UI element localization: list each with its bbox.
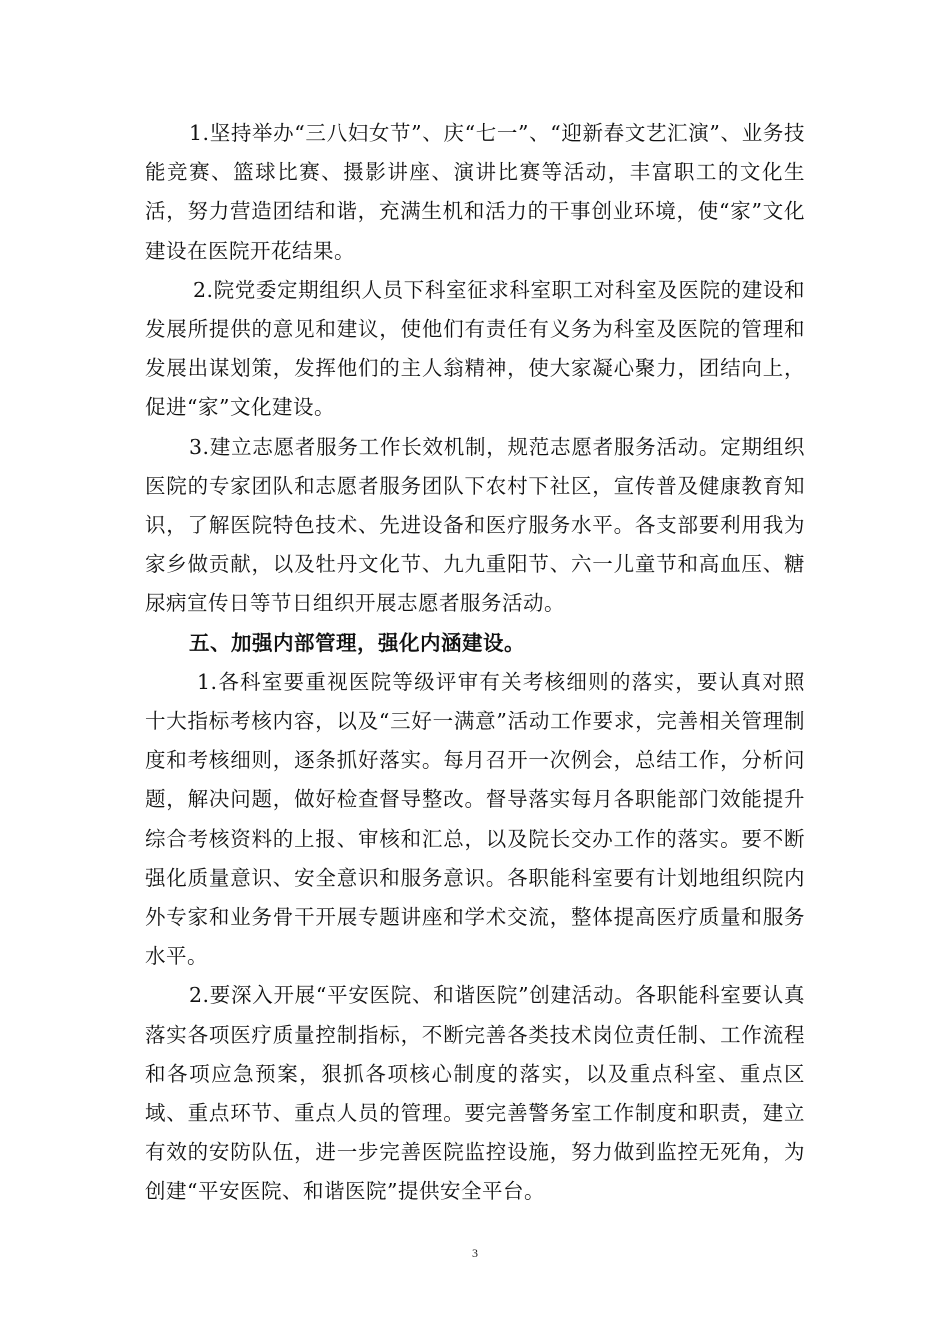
paragraph-party-committee: 2.院党委定期组织人员下科室征求科室职工对科室及医院的建设和发展所提供的意见和建议，使他们有责任有义务为科室及医院的管理和发展出谋划策，发挥他们的主人翁精神，使大家凝心聚力，团结向上，促进“家”文化建设。 — [145, 277, 805, 420]
document-page — [145, 114, 805, 1212]
page-number: 3 — [472, 1246, 478, 1260]
section-heading: 五、加强内部管理，强化内涵建设。 — [189, 630, 525, 655]
paragraph-activities: 1.坚持举办“三八妇女节”、庆“七一”、“迎新春文艺汇演”、业务技能竞赛、篮球比赛、摄影讲座、演讲比赛等活动，丰富职工的文化生活，努力营造团结和谐，充满生机和活力的干事创业环境，使“家”文化建设在医院开花结果。 — [145, 121, 805, 263]
paragraph-safe-hospital: 2.要深入开展“平安医院、和谐医院”创建活动。各职能科室要认真落实各项医疗质量控制指标，不断完善各类技术岗位责任制、工作流程和各项应急预案，狠抓各项核心制度的落实，以及重点科室、重点区域、重点环节、重点人员的管理。要完善警务室工作制度和职责，建立有效的安防队伍，进一步完善医院监控设施，努力做到监控无死角，为创建“平安医院、和谐医院”提供安全平台。 — [145, 983, 805, 1204]
paragraph-management: 1.各科室要重视医院等级评审有关考核细则的落实，要认真对照十大指标考核内容，以及“三好一满意”活动工作要求，完善相关管理制度和考核细则，逐条抓好落实。每月召开一次例会，总结工作，分析问题，解决问题，做好检查督导整改。督导落实每月各职能部门效能提升综合考核资料的上报、审核和汇总，以及院长交办工作的落实。要不断强化质量意识、安全意识和服务意识。各职能科室要有计划地组织院内外专家和业务骨干开展专题讲座和学术交流，整体提高医疗质量和服务水平。 — [145, 669, 805, 969]
paragraph-volunteer: 3.建立志愿者服务工作长效机制，规范志愿者服务活动。定期组织医院的专家团队和志愿者服务团队下农村下社区，宣传普及健康教育知识，了解医院特色技术、先进设备和医疗服务水平。各支部要利用我为家乡做贡献，以及牡丹文化节、九九重阳节、六一儿童节和高血压、糖尿病宣传日等节日组织开展志愿者服务活动。 — [145, 434, 805, 616]
